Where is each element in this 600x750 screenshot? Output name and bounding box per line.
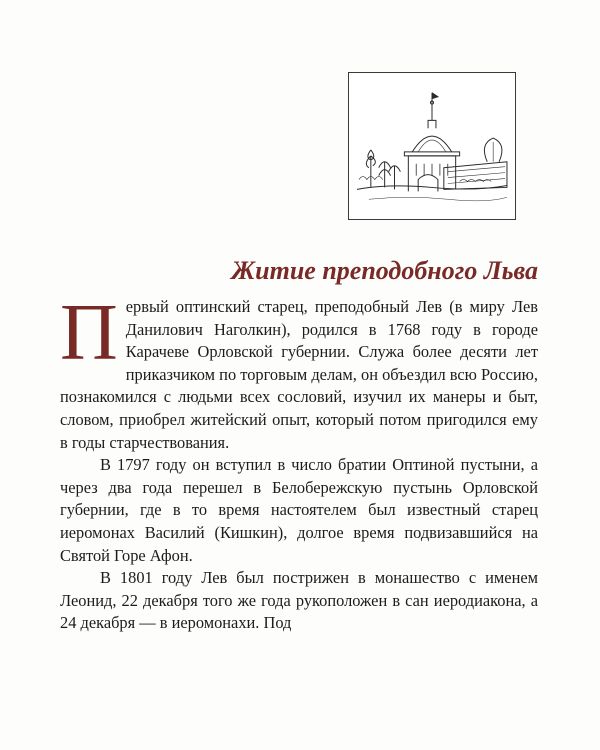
chapter-title: Житие преподобного Льва — [231, 256, 538, 285]
paragraph-1-text: ервый оптинский старец, преподобный Лев (в миру Лев Данилович Наголкин), родился в 1768 году в городе Карачеве Орловской губернии. Служа более десяти лет приказчиком по торговым делам, он объездил всю Россию, познакомился с людьми всех сословий, изучил их манеры и быт, словом, приобрел житейский опыт, который потом пригодился ему в годы старчествования. — [60, 297, 538, 452]
church-sketch-icon — [349, 73, 515, 219]
drop-cap: П — [60, 289, 118, 377]
paragraph-2: В 1797 году он вступил в число братии Оптиной пустыни, а через два года перешел в Белобережскую пустынь Орловской губернии, где в то время настоятелем был известный старец иеромонах Василий (Кишкин), долгое время подвизавшийся на Святой Горе Афон. — [60, 455, 538, 565]
body-text — [60, 289, 538, 635]
church-illustration — [348, 72, 516, 220]
paragraph-3: В 1801 году Лев был пострижен в монашество с именем Леонид, 22 декабря того же года рукоположен в сан иеродиакона, а 24 декабря — в иеромонахи. Под — [60, 568, 538, 633]
paragraph-1 — [60, 289, 538, 454]
